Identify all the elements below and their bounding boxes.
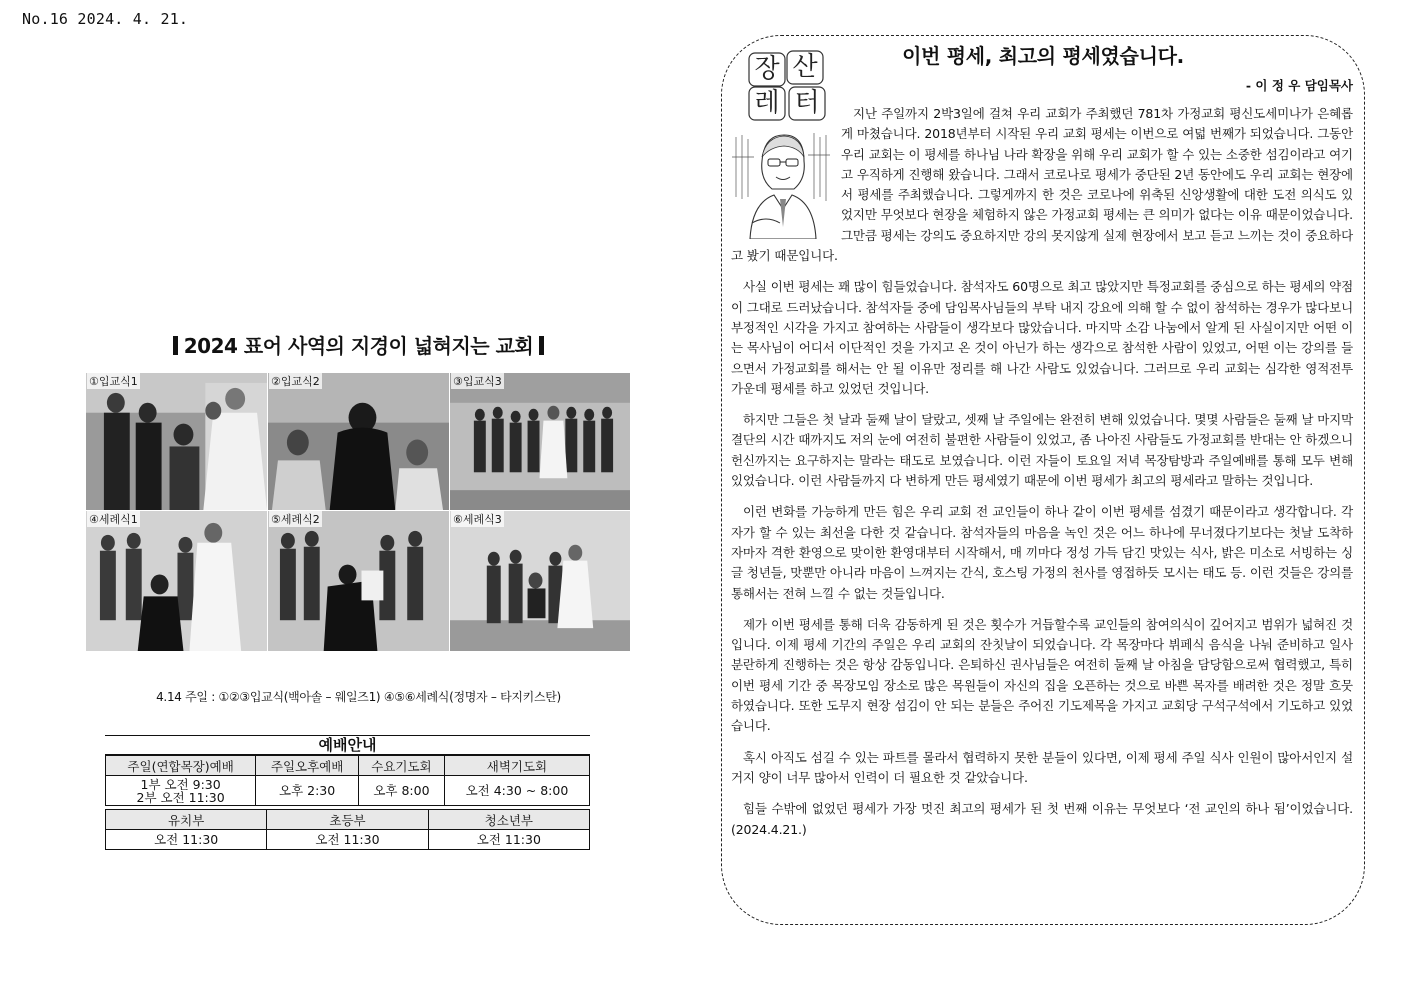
letter-title: 이번 평세, 최고의 평세였습니다. <box>902 44 1184 68</box>
header-sunday: 주일(연합목장)예배 <box>106 756 256 776</box>
photo-4 <box>86 511 268 652</box>
letter-body <box>731 104 1353 851</box>
photo-label: ⑥세례식3 <box>453 513 502 526</box>
photo-1 <box>86 373 268 511</box>
letter-paragraph: 사실 이번 평세는 꽤 많이 힘들었습니다. 참석자도 60명으로 최고 많았지만 특정교회를 중심으로 하는 평세의 약점이 그대로 드러났습니다. 참석자들 중에 담임목사님들의 부탁 내지 강요에 의해 할 수 없이 참석하는 경우가 많다보니 부정적인 시각을 가지고 참여하는 사람들이 생각보다 많았습니다. 마지막 소감 나눔에서 알게 된 사실이지만 어떤 이는 목사님이 어디서 이단적인 것을 가지고 온 것이 아닌가 하는 생각으로 참석한 사람이 있었고, 어떤 이는 강의를 들으면서 가정교회를 해서는 안 될 이유만 정리를 해 나간 사람도 있었습니다. 그러므로 우리 교회는 심각한 영적전투 가운데 평세를 하고 있었던 것입니다. <box>731 279 1354 396</box>
youth-time: 오전 11:30 <box>428 830 589 850</box>
photo-caption: 4.14 주일 : ①②③입교식(백아솔 – 웨일즈1) ④⑤⑥세례식(정명자 – 타지키스탄) <box>156 690 561 704</box>
elementary-time: 오전 11:30 <box>267 830 428 850</box>
letter-paragraph: 제가 이번 평세를 통해 더욱 감동하게 된 것은 횟수가 거듭할수록 교인들의 참여의식이 깊어지고 범위가 넓혀진 것입니다. 이제 평세 기간의 주일은 우리 교회의 잔칫날이 되었습니다. 각 목장마다 뷔페식 음식을 나눠 준비하고 일사분란하게 진행하는 것은 항상 감동입니다. 은퇴하신 권사님들은 여전히 둘째 날 아침을 담당함으로써 협력했고, 특히 이번 평세 기간 중 목장모임 장소로 많은 목원들이 자신의 집을 오픈하는 것으로 바쁜 목자를 배려한 것은 정말 흐뭇하였습니다. 또한 도무지 현장 섬김이 안 되는 분들은 주어진 기도제목을 가지고 교회당 구석구석에서 기도하고 있었습니다. <box>731 616 1354 734</box>
badge-char: 터 <box>794 88 820 118</box>
portrait-spacer <box>731 104 841 244</box>
motto-title <box>86 330 631 359</box>
photo-label: ①입교식1 <box>89 375 138 388</box>
photo-image <box>268 373 449 510</box>
photo-grid <box>86 373 631 652</box>
title-bar-left <box>173 336 178 355</box>
worship-guide-title: 예배안내 <box>105 735 590 755</box>
letter-paragraph: 하지만 그들은 첫 날과 둘째 날이 달랐고, 셋째 날 주일에는 완전히 변해 있었습니다. 몇몇 사람들은 둘째 날 마지막 결단의 시간 때까지도 저의 눈에 여전히 불편한 사람들이 있었고, 좀 나아진 사람들도 가정교회를 반대는 안 하겠으니 헌신까지는 요구하지는 말라는 태도로 보였습니다. 이런 자들이 토요일 저녁 목장탐방과 주일예배를 통해 모두 변해 있었습니다. 이런 사람들까지 다 변하게 만든 평세였기 때문에 이번 평세가 최고의 평세라고 말하는 것입니다. <box>731 412 1353 489</box>
worship-table <box>105 755 590 806</box>
letter-paragraph: 이런 변화를 가능하게 만든 힘은 우리 교회 전 교인들이 하나 같이 이번 평세를 섬겼기 때문이라고 생각합니다. 각자가 할 수 있는 최선을 다한 것 같습니다. 참석자들의 마음을 녹인 것은 어느 하나에 무너졌다기보다는 첫날 도착하자마자 격한 환영으로 맞이한 환영대부터 시작해서, 매 끼마다 정성 가득 담긴 맛있는 식사, 밝은 미소로 서빙하는 싱글 청년들, 맛뿐만 아니라 마음이 느껴지는 간식, 호스팅 가정의 천사를 영접하듯 모시는 태도 등. 이런 것들은 강의를 통해서는 전혀 느낄 수 없는 것들입니다. <box>731 504 1353 601</box>
photo-image <box>450 511 630 651</box>
badge-char: 산 <box>792 52 818 82</box>
photo-5 <box>268 511 450 652</box>
photo-image <box>86 511 267 651</box>
badge-char: 장 <box>754 54 780 84</box>
header-elementary: 초등부 <box>267 810 428 830</box>
title-bar-right <box>539 336 544 355</box>
letter-paragraph: 지난 주일까지 2박3일에 걸쳐 우리 교회가 주최했던 781차 가정교회 평신도세미나가 은혜롭게 마쳤습니다. 2018년부터 시작된 우리 교회 평세는 이번으로 여덟 번째가 되었습니다. 그동안 우리 교회는 이 평세를 하나님 나라 확장을 위해 우리 교회가 할 수 있는 소중한 섬김이라고 여기고 우직하게 진행해 왔습니다. 그래서 코로나로 평세가 중단된 2년 동안에도 우리 교회는 현장에서 평세를 주최했습니다. 그렇게까지 한 것은 코로나에 위축된 신앙생활에 대한 도전 의식도 있었지만 무엇보다 현장을 체험하지 않은 가정교회 평세는 큰 의미가 없다는 이유 때문이었습니다. 그만큼 평세는 강의도 중요하지만 강의 못지않게 실제 현장에서 보고 듣고 느끼는 것이 중요하다고 봤기 때문입니다. <box>731 106 1353 264</box>
letter-author: - 이 정 우 담임목사 <box>1245 78 1353 93</box>
header-dawn: 새벽기도회 <box>444 756 589 776</box>
letter-paragraph: 힘들 수밖에 없었던 평세가 가장 멋진 최고의 평세가 된 첫 번째 이유는 무엇보다 ‘전 교인의 하나 됨’이었습니다.(2024.4.21.) <box>731 801 1353 837</box>
afternoon-time: 오후 2:30 <box>256 776 359 806</box>
sunday-second: 2부 오전 11:30 <box>136 789 225 805</box>
photo-image <box>86 373 267 510</box>
wednesday-time: 오후 8:00 <box>359 776 445 806</box>
kindergarten-time: 오전 11:30 <box>106 830 267 850</box>
header-youth: 청소년부 <box>428 810 589 830</box>
badge-char: 레 <box>754 88 780 118</box>
photo-3 <box>450 373 631 511</box>
photo-image <box>268 511 449 651</box>
sunday-first: 1부 오전 9:30 <box>140 776 221 792</box>
photo-label: ⑤세례식2 <box>271 513 320 526</box>
photo-6 <box>450 511 631 652</box>
issue-date: No.16 2024. 4. 21. <box>22 10 189 28</box>
motto-text: 2024 표어 사역의 지경이 넓혀지는 교회 <box>183 334 534 358</box>
header-wednesday: 수요기도회 <box>359 756 445 776</box>
school-table <box>105 809 590 850</box>
worship-guide <box>105 735 590 850</box>
letter-paragraph: 혹시 아직도 섬길 수 있는 파트를 몰라서 협력하지 못한 분들이 있다면, 이제 평세 주일 식사 인원이 많아서인지 설거지 양이 너무 많아서 인력이 더 필요한 것 같았습니다. <box>731 749 1353 785</box>
photo-label: ②입교식2 <box>271 375 320 388</box>
photo-label: ④세례식1 <box>89 513 138 526</box>
dawn-time: 오전 4:30 ~ 8:00 <box>444 776 589 806</box>
photo-2 <box>268 373 450 511</box>
photo-label: ③입교식3 <box>453 375 502 388</box>
header-kindergarten: 유치부 <box>106 810 267 830</box>
sunday-times <box>106 776 256 806</box>
header-afternoon: 주일오후예배 <box>256 756 359 776</box>
photo-image <box>450 373 630 510</box>
